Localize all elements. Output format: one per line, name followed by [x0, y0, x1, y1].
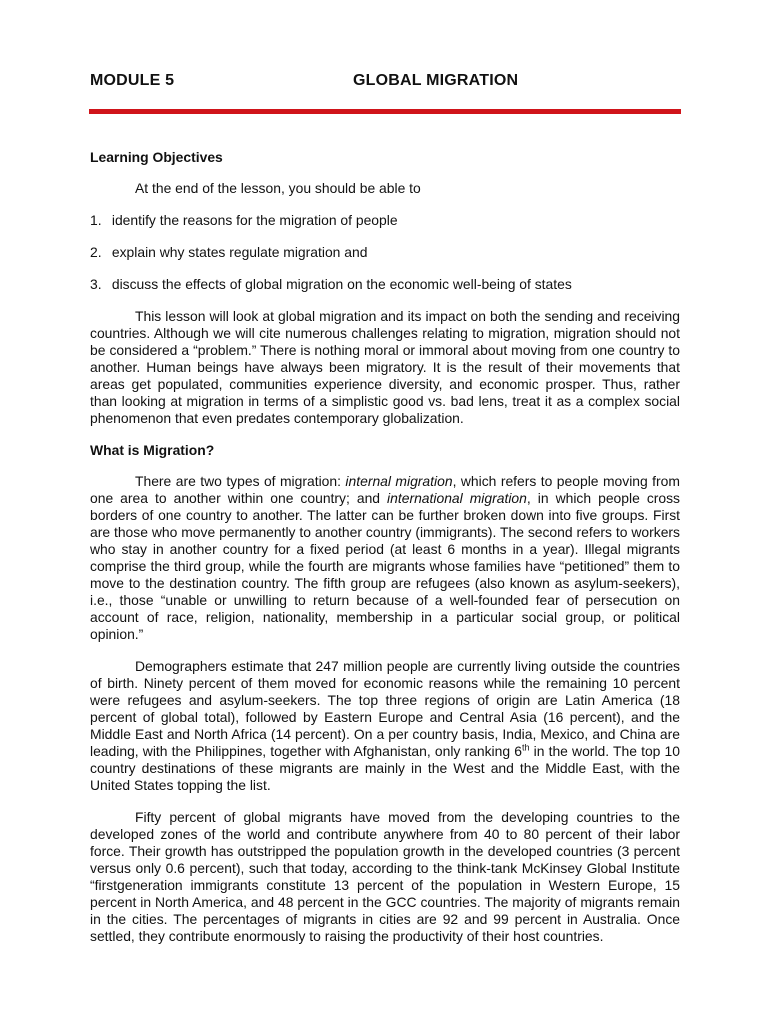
document-body	[90, 149, 680, 960]
internal-migration-term: internal migration	[345, 473, 453, 489]
paragraph-text: Demographers estimate that 247 million people are currently living outside the countries of birth. Ninety percent of them moved for economic reasons while the remaining 10 percent were refugees and asylum-seekers. The top three regions of origin are Latin America (18 percent of global total), followed by Eastern Europe and Central Asia (16 percent), and the Middle East and North Africa (14 percent). On a per country basis, India, Mexico, and China are leading, with the Philippines, together with Afghanistan, only ranking 6	[90, 658, 680, 759]
objective-text: explain why states regulate migration and	[111, 244, 368, 260]
objective-number: 2.	[90, 244, 102, 260]
objective-number: 1.	[90, 212, 102, 228]
module-header	[90, 72, 682, 90]
paragraph-text: , in which people cross borders of one country to another. The latter can be further broken down into five groups. First are those who move permanently to another country (immigrants). The second refers to workers who stay in another country for a fixed period (at least 6 months in a year). Illegal migrants comprise the third group, while the fourth are migrants whose families have “petitioned” them to move to the destination country. The fifth group are refugees (also known as asylum-seekers), i.e., those “unable or unwilling to return because of a well-founded fear of persecution on account of race, religion, nationality, membership in a particular social group, or political opinion.”	[90, 490, 681, 642]
objective-item	[90, 276, 680, 293]
objective-text: discuss the effects of global migration on the economic well-being of states	[111, 276, 572, 292]
module-title: GLOBAL MIGRATION	[353, 72, 519, 89]
objective-item	[90, 212, 680, 229]
objectives-intro: At the end of the lesson, you should be able to	[135, 180, 421, 196]
international-migration-term: international migration	[387, 490, 527, 506]
objective-number: 3.	[90, 276, 102, 292]
module-label: MODULE 5	[90, 72, 175, 89]
learning-objectives-heading: Learning Objectives	[90, 149, 223, 165]
paragraph-text: , which refers to people moving from one area to another within one country; and	[90, 473, 680, 506]
paragraph-text: in the world. The top 10 country destinations of these migrants are mainly in the West and the Middle East, with the United States topping the list.	[90, 743, 681, 793]
header-divider	[89, 109, 681, 114]
paragraph-text: There are two types of migration:	[135, 473, 346, 489]
migration-types-paragraph	[90, 473, 680, 643]
demographers-paragraph	[90, 658, 680, 794]
ordinal-suffix: th	[521, 742, 530, 753]
intro-paragraph: This lesson will look at global migration and its impact on both the sending and receiving countries. Although we will cite numerous challenges relating to migration, migration should not be considered a “problem.” There is nothing moral or immoral about moving from one country to another. Human beings have always been migratory. It is the result of their movements that areas get populated, communities experience diversity, and economic prosper. Thus, rather than looking at migration in terms of a simplistic good vs. bad lens, treat it as a complex social phenomenon that even predates contemporary globalization.	[90, 308, 680, 426]
what-is-migration-heading: What is Migration?	[90, 442, 215, 458]
fifty-percent-paragraph: Fifty percent of global migrants have moved from the developing countries to the developed zones of the world and contribute anywhere from 40 to 80 percent of their labor force. Their growth has outstripped the population growth in the developed countries (3 percent versus only 0.6 percent), such that today, according to the think-tank McKinsey Global Institute “firstgeneration immigrants constitute 13 percent of the population in Western Europe, 15 percent in North America, and 48 percent in the GCC countries. The majority of migrants remain in the cities. The percentages of migrants in cities are 92 and 99 percent in Australia. Once settled, they contribute enormously to raising the productivity of their host countries.	[90, 809, 680, 944]
objective-item	[90, 244, 680, 261]
objective-text: identify the reasons for the migration of people	[111, 212, 398, 228]
